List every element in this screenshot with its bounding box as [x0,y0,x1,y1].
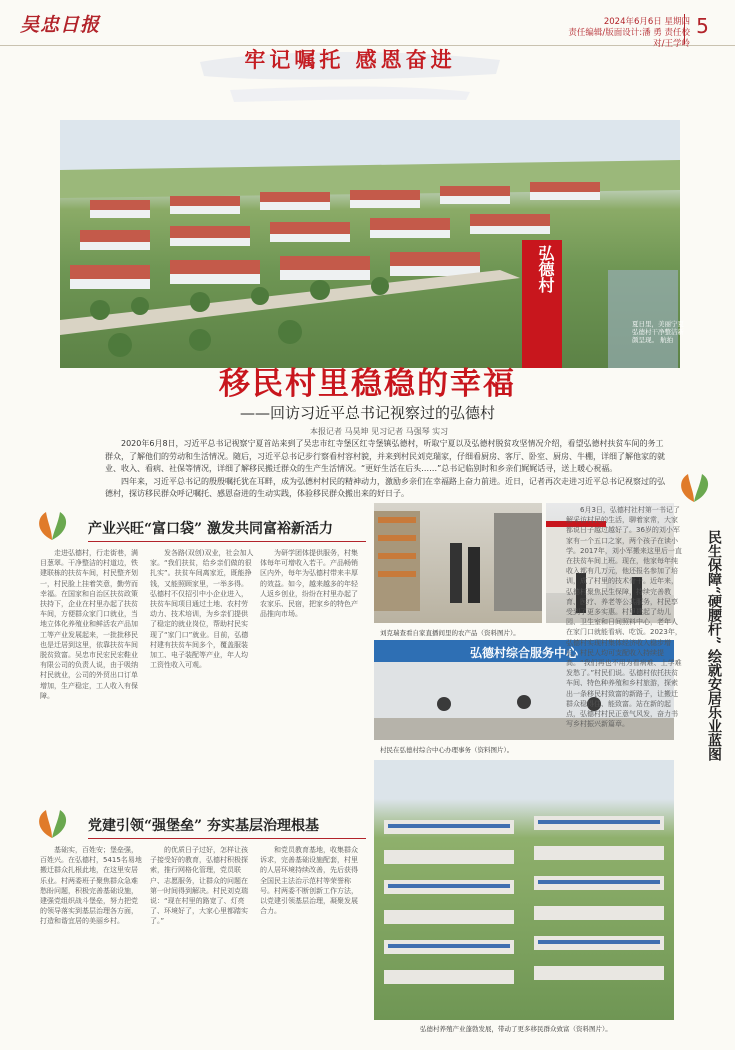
section1-column-1: 走进弘德村，行走街巷，满目葱翠。干净整洁的村道边，铁建联栋的扶贫车间，村民整齐划一，村民脸上挂着笑意，勤劳而幸福。在国家和自治区扶贫政策扶持下，企业在村里办起了扶贫车间，方便群众家门口就业，当地立体化养殖业和鲜活农产品加工等产业发展起来，一批批移民也是迁居到这里，依靠扶贫车间脱贫致富。吴忠市民宏民宏鞋业有限公司的负责人说，由于吸纳村民就业，公司的外贸出口订单增加，生产稳定，工人收入有保障。 [40,549,138,700]
page-number: 5 [684,14,720,44]
section-title-industry: 产业兴旺“富口袋” 激发共同富裕新活力 [88,518,366,542]
section1-column-2: 发各路(双创)双业，社会加人家。“我们扶贫，给乡亲们做的很扎实”。扶贫车间离家近，既能挣钱，又能照顾家里，一举多得。弘德村不仅招引中小企业进入，扶贫车间项目通过土地、农村劳动力、技术培训，为乡亲们提供了稳定的就业岗位，帮助村民实现了“家门口”就业。目前，弘德村建有扶贫车间多个，覆盖服装加工、电子装配等产业，年人均工资性收入可观。 [150,549,254,670]
newspaper-logo: 吴忠日报 [20,14,101,36]
photo-caption-3: 弘德村养殖产业蓬勃发展，带动了更多移民群众致富（资料图片）。 [420,1025,612,1033]
section2-column-1: 基础实，百姓安；堡垒强，百姓兴。在弘德村，5415名易地搬迁群众扎根此地，在这里安居乐业。村两委班子聚焦群众急难愁盼问题，积极完善基础设施，建强党组织战斗堡垒，努力把党的领导落实到基层治理各方面，打造和谐宜居的美丽乡村。 [40,846,142,926]
byline: 本报记者 马昊坤 见习记者 马强琴 实习 [310,427,449,436]
leaf-icon [30,510,74,544]
hero-photo-caption: 夏日里，美丽宁夏弘德村干净整洁新颜呈现。 航拍 [632,320,684,344]
lead-paragraphs [105,438,665,501]
service-center-sign: 弘德村综合服务中心 [469,646,578,660]
photo-caption-2: 村民在弘德村综合中心办理事务（资料图片）。 [380,746,514,754]
hero-aerial-photo [60,120,680,368]
photo-caption-1: 刘克瑞查看自家直播间里的农产品（资料图片）。 [380,629,520,637]
issue-meta [560,17,690,50]
leaf-icon [672,472,716,506]
page-slogan: 牢记嘱托 感恩奋进 [244,47,456,72]
subheadline: ——回访习近平总书记视察过的弘德村 [239,404,495,422]
section-title-livelihood: 民生保障“硬腰杆” 绘就安居乐业蓝图 [706,530,722,761]
section1-column-3: 为研学团体提供服务，村集体每年可增收入若干。产品畅销区内外，每年为弘德村带来丰厚的效益。如今，越来越多的年轻人返乡创业，纷纷在村里办起了农家乐、民宿，把家乡的特色产品推向市场。 [260,549,358,619]
issue-date: 2024年6月6日 星期四 [603,17,690,27]
leaf-icon [30,808,74,842]
section-title-governance: 党建引领“强堡垒” 夯实基层治理根基 [88,815,366,839]
lead-paragraph-1: 2020年6月8日，习近平总书记视察宁夏首站来到了吴忠市红寺堡区红寺堡镇弘德村，听取宁夏以及弘德村脱贫攻坚情况介绍，看望弘德村扶贫车间的务工群众，了解他们的劳动和生活情况。随后，习近平总书记步行察看村容村貌，并来到村民刘克瑞家，仔细看厨房、客厅、卧室、厨房、牛棚，详细了解他家的就业、收入、看病、社保等情况，详细了解移民搬迁群众的生产生活情况。“更好生活在后头……”总书记临别时和乡亲们娓娓话寻，送上暖心祝福。 [105,439,665,473]
section2-column-2: 的优质日子过好，怎样让孩子接受好的教育，弘德村积极探索，推行网格化管理，党员联户、志愿服务，让群众的问题在第一时间得到解决。村民刘克瑞说：“现在村里的路宽了、灯亮了、环境好了，大家心里都踏实了。” [150,846,248,926]
photo-livestream-room [374,503,542,623]
right-column-text: 6月3日，弘德村社村第一书记了解采访村民的生活，聊着家常，大家都说日子越过越好了。36岁的刘小军家有一个五口之家，两个孩子在读小学。2017年，刘小军搬来这里后一直在扶贫车间上班。现在，他家每年纯收入都有几万元，他还报名参加了培训，成了村里的技术骨干。近年来，弘德村聚焦民生保障，持续完善教育、医疗、养老等公共服务，村民享受到了更多实惠。村里建起了幼儿园、卫生室和日间照料中心，老年人在家门口就能看病、吃饭。2023年，弘德村实现村集体经济收入稳步增长，村民人均可支配收入持续提高。“我们再也不用为看病难、上学难发愁了。”村民们说。弘德村依托扶贫车间、特色种养殖和乡村旅游，探索出一条移民村致富的新路子，让搬迁群众稳得住、能致富。站在新的起点，弘德村村民正意气风发，奋力书写乡村振兴新篇章。 [566,506,682,729]
village-aerial-illustration [60,120,680,368]
editor-credits: 责任编辑/版面设计:潘 勇 责任校对/王学岭 [568,28,690,49]
section2-column-3: 和党员教育基地，收集群众诉求，完善基础设施配套，村里的人居环境持续改善，先后获得全国民主法治示范村等荣誉称号。村两委不断创新工作方法，以党建引领基层治理，凝聚发展合力。 [260,846,358,916]
headline: 移民村里稳稳的幸福 [219,366,516,402]
village-sign: 弘德村 [536,245,555,293]
shop-shelves-illustration [374,503,542,623]
lead-paragraph-2: 四年来，习近平总书记的殷殷嘱托犹在耳畔，成为弘德村村民的精神动力，激励乡亲们在幸福路上奋力前进。近日，记者再次走进习近平总书记视察过的弘德村，探访移民群众呼记嘱托、感恩奋进的生动实践，体验移民群众搬出来的好日子。 [105,476,665,498]
